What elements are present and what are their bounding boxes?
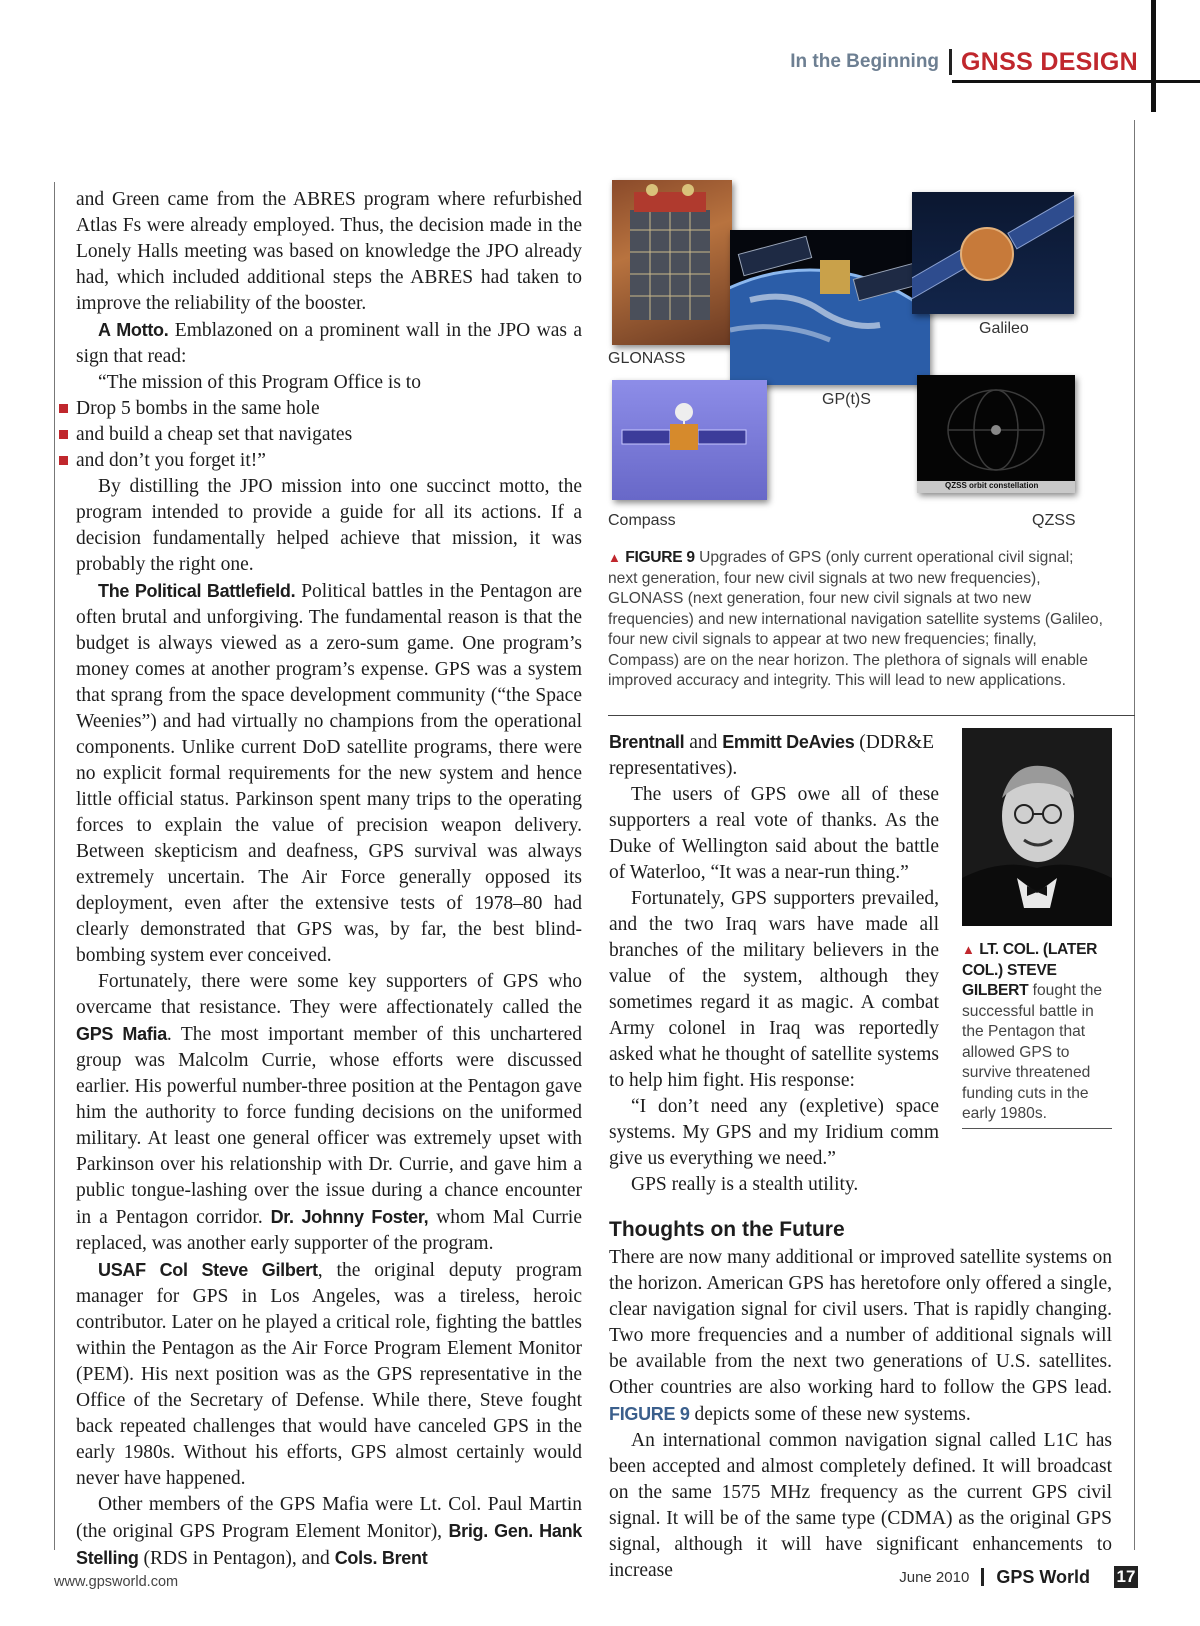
gps-satellite-earth-image (730, 230, 930, 385)
footer-folio (899, 1566, 1138, 1588)
header-department: GNSS DESIGN (961, 47, 1138, 76)
list-item: and don’t you forget it!” (76, 448, 582, 474)
motto-list (76, 396, 582, 474)
paragraph: Fortunately, GPS supporters prevailed, and the two Iraq wars have made all branches of the military believers in the value of the system, although they sometimes regard it as magic. A combat Army colonel in Iraq was reportedly asked what he thought of satellite systems to help him fight. His response: (609, 888, 939, 1091)
bold-name: USAF Col Steve Gilbert (98, 1260, 318, 1280)
bold-name: Brig. Gen. Hank Stelling (76, 1521, 582, 1568)
paragraph: and Green came from the ABRES program where refurbished Atlas Fs were already employed. Thus, the decision made in the Lonely Halls meeting was based on knowledge the JPO already had, which included additional steps the ABRES had taken to improve the reliability of the booster. (76, 189, 582, 314)
paragraph: A Motto. Emblazoned on a prominent wall in the JPO was a sign that read: (76, 320, 582, 367)
bullet-square-icon (59, 430, 68, 439)
left-column (76, 187, 582, 1572)
figure-9-collage (608, 180, 1112, 530)
label-galileo: Galileo (979, 320, 1029, 337)
bold-name: Brentnall (609, 732, 685, 752)
triangle-icon: ▲ (962, 942, 975, 957)
photo-caption: ▲ LT. COL. (LATER COL.) STEVE GILBERT fought the successful battle in the Pentagon that allowed GPS to survive threatened funding cuts in the early 1980s. (962, 941, 1103, 1122)
list-item: Drop 5 bombs in the same hole (76, 396, 582, 422)
caption-lead: LT. COL. (LATER COL.) STEVE GILBERT (962, 941, 1098, 999)
steve-gilbert-photo (962, 728, 1112, 926)
header-rule (952, 80, 1200, 83)
footer-date: June 2010 (899, 1568, 970, 1586)
paragraph: GPS really is a stealth utility. (631, 1174, 859, 1195)
header-vertical-bar (1151, 0, 1156, 112)
paragraph: Brentnall and Emmitt DeAvies (DDR&E representatives). (609, 732, 935, 779)
run-in-head: The Political Battlefield. (98, 581, 296, 601)
glonass-satellite-image (612, 180, 732, 345)
figure-9-caption: ▲ FIGURE 9 Upgrades of GPS (only current operational civil signal; next generation, four new civil signals at two new frequencies), GLONASS (next generation, four new civil signals at two new frequencies) and new international navigation satellite systems (Galileo, four new civil signals to appear at two new frequencies; finally, Compass) are on the near horizon. The plethora of signals will enable improved accuracy and integrity. This will lead to new applications. (608, 549, 1103, 689)
paragraph: The Political Battlefield. Political battles in the Pentagon are often brutal and unforgiving. The fundamental reason is that the budget is always viewed as a zero-sum game. One program’s money comes at another program’s expense. GPS was a system that sprang from the space development community (“the Space Weenies”) and had virtually no champions from the operational components. Unlike current DoD satellite programs, there were no explicit formal requirements for the new system and hence little official status. Parkinson spent many trips to the operating forces to explain the value of precision weapon delivery. Between skepticism and deafness, GPS survival was always extremely uncertain. The Air Force generally opposed its deployment, even after the extensive tests of 1978–80 had clearly demonstrated that GPS was, by far, the best blind-bombing system ever conceived. (76, 581, 582, 966)
paragraph: USAF Col Steve Gilbert, the original deputy program manager for GPS in Los Angeles, was a tireless, heroic contributor. Later on he played a critical role, fighting the battles within the Pentagon as the Air Force Program Element Monitor (PEM). His next position was as the GPS representative in the Office of the Secretary of Defense. While there, Steve fought back repeated challenges that would have canceled GPS in the early 1980s. Without his efforts, GPS almost certainly would never have happened. (76, 1260, 583, 1489)
footer-separator (981, 1568, 984, 1586)
left-column-rule (54, 182, 55, 1550)
paragraph: By distilling the JPO mission into one succinct motto, the program intended to provide a guide for all its actions. If a decision fundamentally helped achieve that mission, it was probably the right one. (76, 476, 582, 575)
header-section: In the Beginning (790, 51, 940, 72)
label-compass: Compass (608, 512, 676, 529)
qzss-inset-label: QZSS orbit constellation (945, 481, 1039, 490)
triangle-icon: ▲ (608, 550, 621, 565)
galileo-satellite-image (912, 192, 1074, 314)
footer-magazine: GPS World (996, 1566, 1090, 1587)
compass-satellite-image (612, 380, 767, 500)
bold-name: Emmitt DeAvies (722, 732, 855, 752)
label-qzss: QZSS (1032, 512, 1076, 529)
bold-name: Cols. Brent (334, 1548, 428, 1568)
page-number: 17 (1114, 1566, 1138, 1588)
bullet-square-icon (59, 404, 68, 413)
header-separator (949, 49, 952, 75)
figure-label: FIGURE 9 (625, 549, 695, 566)
paragraph: There are now many additional or improved satellite systems on the horizon. American GPS has heretofore only offered a single, clear navigation signal for civil users. That is rapidly changing. Two more frequencies and a number of additional signals will be available from the next two generations of U.S. satellites. Other countries are also working hard to follow the GPS lead. FIGURE 9 depicts some of these new systems. (609, 1247, 1112, 1425)
photo-caption-rule (962, 1128, 1112, 1129)
running-header (790, 44, 1138, 80)
future-section (609, 1245, 1112, 1584)
qzss-orbit-image (917, 375, 1075, 493)
paragraph: “I don’t need any (expletive) space systems. My GPS and my Iridium comm give us everything we need.” (609, 1096, 939, 1169)
footer-url: www.gpsworld.com (54, 1574, 179, 1590)
paragraph: Other members of the GPS Mafia were Lt. Col. Paul Martin (the original GPS Program Element Monitor), Brig. Gen. Hank Stelling (RDS in Pentagon), and Cols. Brent (76, 1494, 582, 1569)
run-in-head: A Motto. (98, 320, 169, 340)
figure-reference: FIGURE 9 (609, 1404, 690, 1424)
middle-column (609, 729, 939, 1198)
bullet-square-icon (59, 456, 68, 465)
figure-caption-rule (608, 715, 1135, 716)
right-margin-rule (1134, 120, 1135, 1550)
bold-name: GPS Mafia (76, 1024, 167, 1044)
bold-name: Dr. Johnny Foster, (270, 1207, 429, 1227)
paragraph: An international common navigation signal called L1C has been accepted and almost completely defined. It will broadcast on the same 1575 MHz frequency as the current GPS civil signal. It will be of the same type (CDMA) as the original GPS signal, although it will have significant enhancements to increase (609, 1430, 1112, 1581)
label-glonass: GLONASS (608, 350, 686, 367)
label-gpts: GP(t)S (822, 391, 871, 408)
quote-intro: “The mission of this Program Office is to (98, 372, 421, 393)
list-item: and build a cheap set that navigates (76, 422, 582, 448)
paragraph: Fortunately, there were some key supporters of GPS who overcame that resistance. They were affectionately called the GPS Mafia. The most important member of this unchartered group was Malcolm Currie, whose efforts were discussed earlier. His powerful number-three position at the Pentagon gave him the authority to force funding decisions on the uniformed military. At least one general officer was extremely upset with Parkinson over his relationship with Dr. Currie, and gave him a public tongue-lashing over the issue during a chance encounter in a Pentagon corridor. Dr. Johnny Foster, whom Mal Currie replaced, was another early supporter of the program. (76, 971, 582, 1254)
paragraph: The users of GPS owe all of these supporters a real vote of thanks. As the Duke of Wellington said about the battle of Waterloo, “It was a near-run thing.” (609, 784, 939, 883)
section-heading: Thoughts on the Future (609, 1218, 845, 1241)
